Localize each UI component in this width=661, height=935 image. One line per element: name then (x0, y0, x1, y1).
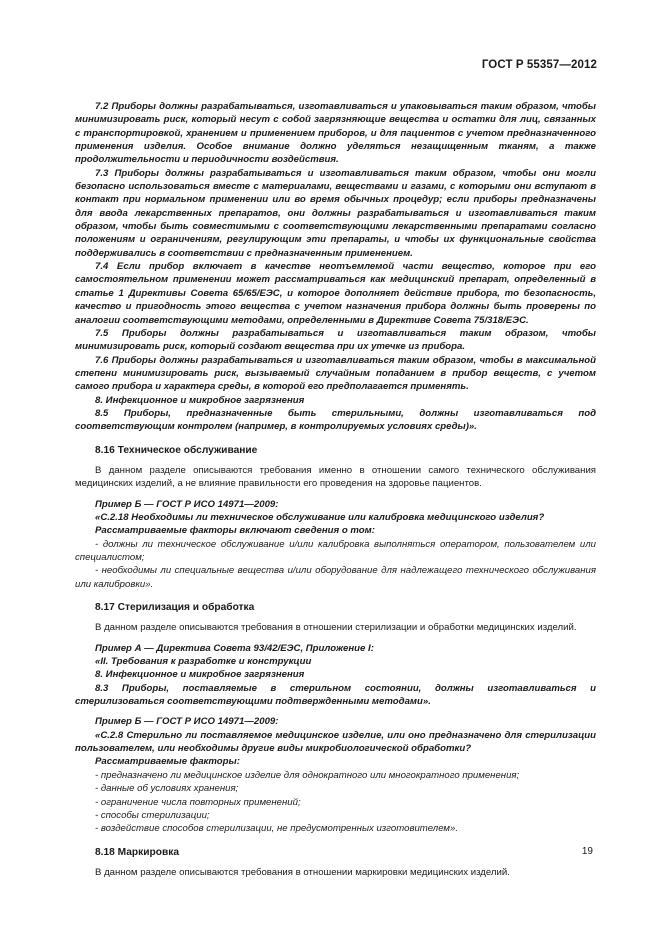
section-heading-8-17: 8.17 Стерилизация и обработка (95, 602, 255, 614)
paragraph-7-4: 7.4 Если прибор включает в качестве неотъемлемой части вещество, которое при его самостоятельном применении может рассматриваться как медицинский препарат, определенный в статье 1 Директивы Совета 65/65/ЕЭС, и которое дополняет действие прибора, то безопасность, качество и пригодность этого вещества с учетом назначения прибора должны быть проверены по аналогии соответствующими методами, определенными в Директиве Совета 75/318/ЕЭС. (75, 261, 596, 326)
example-line: 8.3 Приборы, поставляемые в стерильном состоянии, должны изготавливаться и стерилизоваться соответствующими подтвержденными методами». (75, 682, 596, 708)
section-body-8-17: В данном разделе описываются требования в отношении стерилизации и обработки медицинских изделий. (95, 622, 577, 634)
document-code: ГОСТ Р 55357—2012 (481, 59, 597, 71)
paragraph-7-6: 7.6 Приборы должны разрабатываться и изготавливаться таким образом, чтобы в максимальной степени минимизировать риск, вызываемый случайным попаданием в прибор веществ, с учетом самого прибора и характера среды, в которой его предполагается применять. (75, 354, 596, 393)
section-heading-8-16: 8.16 Техническое обслуживание (95, 444, 258, 456)
example-title: Пример А — Директива Совета 93/42/ЕЭС, Приложение I: (95, 642, 374, 654)
example-line: - данные об условиях хранения; (95, 783, 239, 795)
page-number: 19 (581, 846, 593, 857)
page-content (75, 100, 596, 886)
example-line: «II. Требования к разработке и конструкции (95, 656, 312, 668)
section-body-8-16: В данном разделе описываются требования именно в отношении самого технического обслуживания медицинских изделий, а не влияние правильности его проведения на здоровье пациентов. (75, 464, 596, 490)
section-body-8-18: В данном разделе описываются требования в отношении маркировки медицинских изделий. (95, 866, 510, 878)
example-line: - должны ли техническое обслуживание и/или калибровка выполняться оператором, пользователем или специалистом; (75, 538, 596, 563)
example-line: «С.2.8 Стерильно ли поставляемое медицинское изделие, или оно предназначено для стерилизации пользователем, или необходимы другие виды микробиологической обработки? (75, 729, 596, 755)
example-line: - необходимы ли специальные вещества и/или оборудование для надлежащего технического обслуживания или калибровки». (75, 565, 596, 590)
example-line: - предназначено ли медицинское изделие для однократного или многократного применения; (95, 769, 520, 781)
example-line: - способы стерилизации; (95, 809, 210, 821)
example-title: Пример Б — ГОСТ Р ИСО 14971—2009: (95, 498, 279, 510)
paragraph-7-3: 7.3 Приборы должны разрабатываться и изготавливаться таким образом, чтобы они могли безопасно использоваться вместе с материалами, веществами и газами, с которыми они вступают в контакт при нормальном применении или во время обычных процедур; если приборы предназначены для ввода лекарственных препаратов, они должны разрабатываться и изготавливаться таким образом, чтобы быть совместимыми с соответствующими лекарственными препаратами согласно положениям и ограничениям, регулирующим эти препараты, и чтобы их функциональные свойства поддерживались в соответствии с предназначенным применением. (75, 167, 596, 259)
example-line: - ограничение числа повторных применений; (95, 796, 301, 808)
example-title: Пример Б — ГОСТ Р ИСО 14971—2009: (95, 716, 279, 728)
example-line: 8. Инфекционное и микробное загрязнения (95, 669, 305, 681)
paragraph-8-5: 8.5 Приборы, предназначенные быть стерильными, должны изготавливаться под соответствующим контролем (например, в контролируемых условиях среды)». (75, 407, 596, 433)
section-heading-8-18: 8.18 Маркировка (95, 846, 179, 858)
example-line: Рассматриваемые факторы включают сведения о том: (95, 525, 375, 537)
paragraph-8: 8. Инфекционное и микробное загрязнения (95, 394, 305, 406)
paragraph-7-5: 7.5 Приборы должны разрабатываться и изготавливаться таким образом, чтобы минимизировать риск, который создают вещества при их утечке из прибора. (75, 327, 596, 353)
example-line: Рассматриваемые факторы: (95, 756, 240, 768)
example-line: - воздействие способов стерилизации, не предусмотренных изготовителем». (95, 823, 459, 835)
example-line: «С.2.18 Необходимы ли техническое обслуживание или калибровка медицинского изделия? (95, 511, 545, 523)
paragraph-7-2: 7.2 Приборы должны разрабатываться, изготавливаться и упаковываться таким образом, чтобы минимизировать риск, который несут с собой загрязняющие вещества и остатки для лиц, связанных с транспортировкой, хранением и применением приборов, и для пациентов с учетом предназначенного применения изделия. Особое внимание должно уделяться незащищенным тканям, а также продолжительности и периодичности воздействия. (75, 101, 596, 166)
